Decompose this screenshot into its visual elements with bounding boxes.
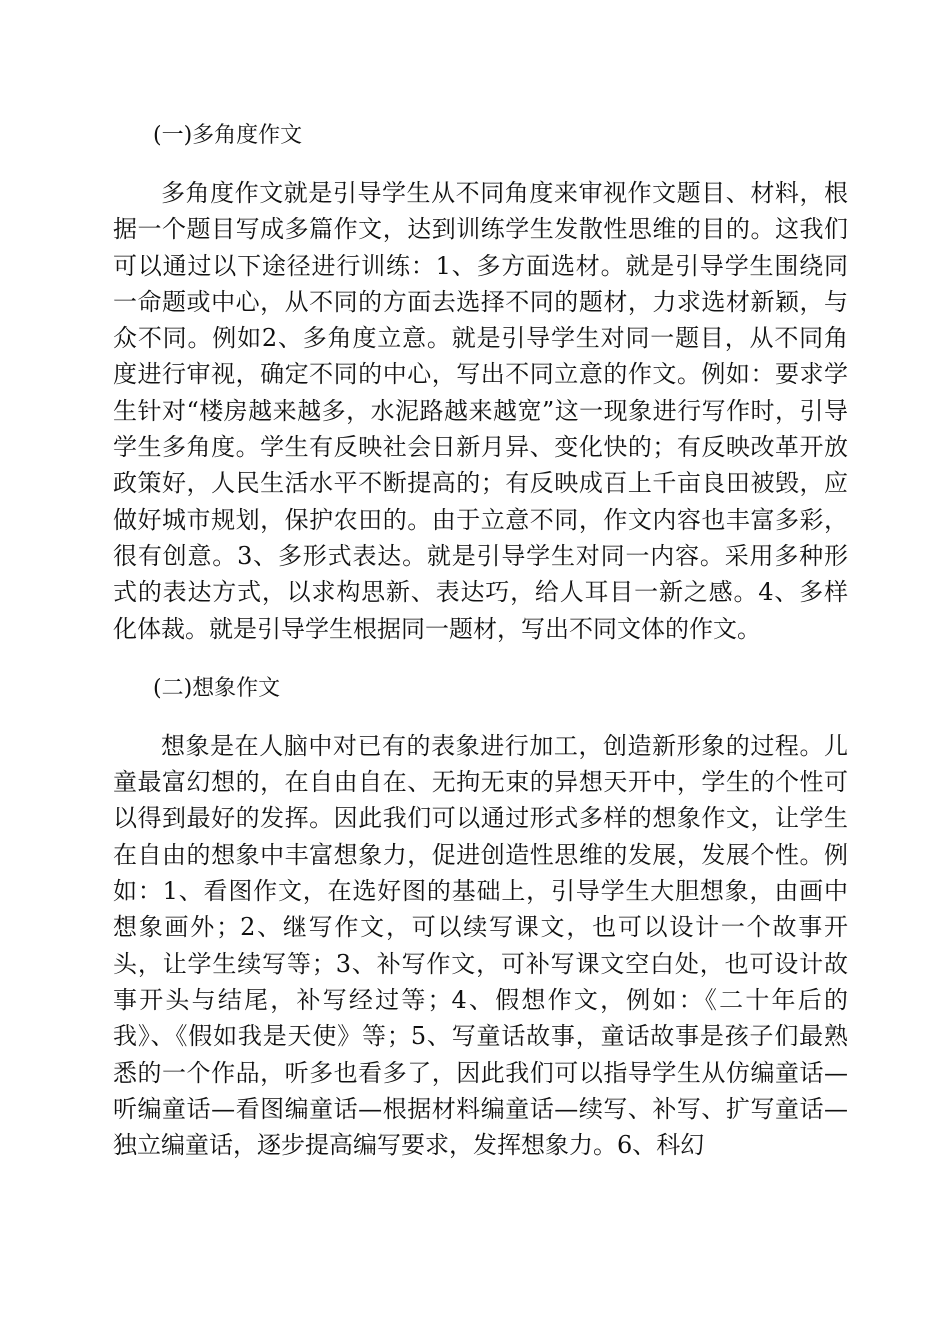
section-paragraph-imagination: 想象是在人脑中对已有的表象进行加工，创造新形象的过程。儿童最富幻想的，在自由自在、无拘无束的异想天开中，学生的个性可以得到最好的发挥。因此我们可以通过形式多样的想象作文，让学生在自由的想象中丰富想象力，促进创造性思维的发展，发展个性。例如：1、看图作文，在选好图的基础上，引导学生大胆想象，由画中想象画外；2、继写作文，可以续写课文，也可以设计一个故事开头，让学生续写等；3、补写作文，可补写课文空白处，也可设计故事开头与结尾，补写经过等；4、假想作文，例如：《二十年后的我》、《假如我是天使》等；5、写童话故事，童话故事是孩子们最熟悉的一个作品，听多也看多了，因此我们可以指导学生从仿编童话—听编童话—看图编童话—根据材料编童话—续写、补写、扩写童话—独立编童话，逐步提高编写要求，发挥想象力。6、科幻 <box>113 731 848 1160</box>
spacer <box>113 647 848 669</box>
section-paragraph-multi-angle: 多角度作文就是引导学生从不同角度来审视作文题目、材料，根据一个题目写成多篇作文，达到训练学生发散性思维的目的。这我们可以通过以下途径进行训练：1、多方面选材。就是引导学生围绕同一命题或中心，从不同的方面去选择不同的题材，力求选材新颖，与众不同。例如2、多角度立意。就是引导学生对同一题目，从不同角度进行审视，确定不同的中心，写出不同立意的作文。例如：要求学生针对“楼房越来越多，水泥路越来越宽”这一现象进行写作时，引导学生多角度。学生有反映社会日新月异、变化快的；有反映改革开放政策好，人民生活水平不断提高的；有反映成百上千亩良田被毁，应做好城市规划，保护农田的。由于立意不同，作文内容也丰富多彩，很有创意。3、多形式表达。就是引导学生对同一内容。采用多种形式的表达方式，以求构思新、表达巧，给人耳目一新之感。4、多样化体裁。就是引导学生根据同一题材，写出不同文体的作文。 <box>113 179 848 643</box>
spacer <box>113 156 848 175</box>
section-heading-imagination: (二)想象作文 <box>153 675 281 701</box>
document-body <box>113 116 848 1163</box>
spacer <box>113 709 848 728</box>
section-heading-multi-angle: (一)多角度作文 <box>153 123 303 148</box>
